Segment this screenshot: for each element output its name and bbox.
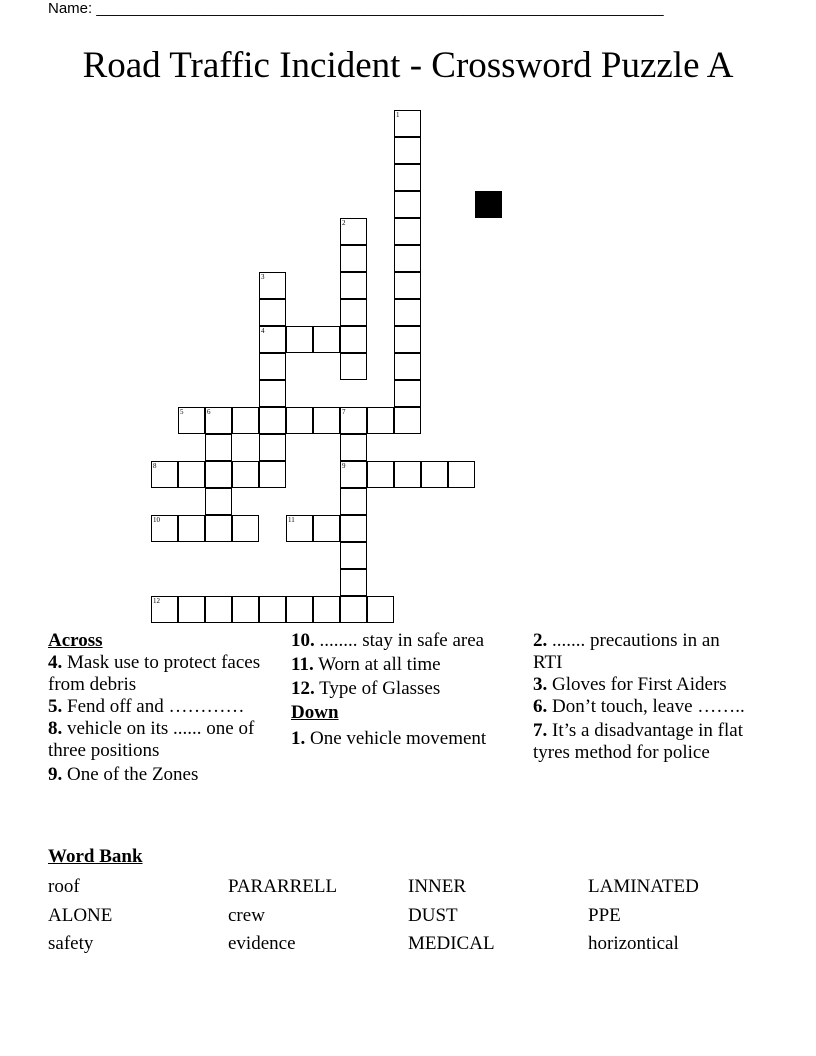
grid-cell[interactable] xyxy=(313,596,340,623)
word-bank-word: LAMINATED xyxy=(588,876,699,897)
clue-number: 5 xyxy=(180,408,184,416)
clue-across-4: 4. Mask use to protect faces from debris xyxy=(48,652,261,695)
grid-cell[interactable] xyxy=(340,542,367,569)
grid-cell[interactable] xyxy=(259,461,286,488)
grid-cell[interactable] xyxy=(394,137,421,164)
grid-cell[interactable] xyxy=(394,110,421,137)
grid-cell[interactable] xyxy=(340,272,367,299)
grid-cell[interactable] xyxy=(394,461,421,488)
word-bank-word: roof xyxy=(48,876,80,897)
grid-cell[interactable] xyxy=(394,353,421,380)
grid-cell[interactable] xyxy=(259,326,286,353)
down-heading: Down xyxy=(291,702,339,723)
grid-cell[interactable] xyxy=(286,326,313,353)
grid-cell[interactable] xyxy=(286,596,313,623)
clue-number: 9 xyxy=(342,462,346,470)
clue-number: 3 xyxy=(261,273,265,281)
across-heading: Across xyxy=(48,630,103,651)
grid-cell[interactable] xyxy=(205,515,232,542)
word-bank-word: MEDICAL xyxy=(408,933,495,954)
grid-cell[interactable] xyxy=(205,407,232,434)
grid-cell[interactable] xyxy=(367,596,394,623)
grid-cell[interactable] xyxy=(232,596,259,623)
grid-cell[interactable] xyxy=(313,407,340,434)
clue-number: 10 xyxy=(153,516,160,524)
grid-cell[interactable] xyxy=(340,488,367,515)
grid-cell[interactable] xyxy=(205,461,232,488)
grid-cell[interactable] xyxy=(205,434,232,461)
clues-column-1 xyxy=(48,630,268,786)
grid-cell[interactable] xyxy=(340,596,367,623)
grid-cell[interactable] xyxy=(340,407,367,434)
grid-cell[interactable] xyxy=(421,461,448,488)
grid-cell[interactable] xyxy=(259,299,286,326)
grid-cell[interactable] xyxy=(178,407,205,434)
grid-cell[interactable] xyxy=(367,407,394,434)
clue-across-10: 10. ........ stay in safe area xyxy=(291,630,485,651)
grid-cell[interactable] xyxy=(340,245,367,272)
grid-cell[interactable] xyxy=(394,218,421,245)
grid-cell[interactable] xyxy=(394,407,421,434)
clue-down-2: 2. ....... precautions in an RTI xyxy=(533,630,720,673)
grid-cell[interactable] xyxy=(313,326,340,353)
grid-cell[interactable] xyxy=(340,434,367,461)
grid-cell[interactable] xyxy=(340,326,367,353)
clue-down-1: 1. One vehicle movement xyxy=(291,728,487,749)
clue-down-7: 7. It’s a disadvantage in flat tyres method for police xyxy=(533,720,743,763)
grid-cell[interactable] xyxy=(286,407,313,434)
clue-number: 7 xyxy=(342,408,346,416)
grid-cell[interactable] xyxy=(340,299,367,326)
name-field-label: Name: ____________________________________________________________________ xyxy=(48,0,664,17)
word-bank-title: Word Bank xyxy=(48,846,143,867)
clue-number: 8 xyxy=(153,462,157,470)
word-bank-word: DUST xyxy=(408,905,458,926)
word-bank-word: safety xyxy=(48,933,94,954)
grid-cell[interactable] xyxy=(394,164,421,191)
grid-cell[interactable] xyxy=(394,299,421,326)
word-bank-word: crew xyxy=(228,905,265,926)
grid-cell[interactable] xyxy=(151,596,178,623)
grid-cell[interactable] xyxy=(259,407,286,434)
grid-cell[interactable] xyxy=(259,353,286,380)
clue-across-9: 9. One of the Zones xyxy=(48,764,199,785)
page-title: Road Traffic Incident - Crossword Puzzle A xyxy=(82,45,734,86)
grid-cell[interactable] xyxy=(340,353,367,380)
grid-cell[interactable] xyxy=(394,191,421,218)
grid-cell[interactable] xyxy=(394,272,421,299)
grid-cell[interactable] xyxy=(178,596,205,623)
grid-cell[interactable] xyxy=(205,488,232,515)
grid-cell[interactable] xyxy=(340,569,367,596)
grid-cell[interactable] xyxy=(340,218,367,245)
grid-cell[interactable] xyxy=(367,461,394,488)
grid-cell[interactable] xyxy=(448,461,475,488)
clue-across-8: 8. vehicle on its ...... one of three positions xyxy=(48,718,255,761)
grid-cell[interactable] xyxy=(259,380,286,407)
grid-cell[interactable] xyxy=(394,245,421,272)
grid-cell[interactable] xyxy=(313,515,340,542)
grid-cell[interactable] xyxy=(178,461,205,488)
clues-column-3 xyxy=(533,630,753,764)
word-bank-word: evidence xyxy=(228,933,296,954)
grid-cell[interactable] xyxy=(178,515,205,542)
clue-number: 4 xyxy=(261,327,265,335)
clue-across-11: 11. Worn at all time xyxy=(291,654,441,675)
grid-cell[interactable] xyxy=(232,515,259,542)
clue-number: 1 xyxy=(396,111,400,119)
grid-cell[interactable] xyxy=(286,515,313,542)
clues-column-2 xyxy=(291,630,501,750)
word-bank-word: PARARRELL xyxy=(228,876,338,897)
clue-down-3: 3. Gloves for First Aiders xyxy=(533,674,727,695)
word-bank-word: PPE xyxy=(588,905,621,926)
grid-cell[interactable] xyxy=(205,596,232,623)
clue-number: 12 xyxy=(153,597,160,605)
grid-cell[interactable] xyxy=(259,272,286,299)
grid-black-cell xyxy=(475,191,502,218)
grid-cell[interactable] xyxy=(232,461,259,488)
clue-down-6: 6. Don’t touch, leave …….. xyxy=(533,696,745,717)
word-bank-word: INNER xyxy=(408,876,467,897)
grid-cell[interactable] xyxy=(232,407,259,434)
clue-number: 11 xyxy=(288,516,295,524)
word-bank-word: ALONE xyxy=(48,905,113,926)
clue-across-5: 5. Fend off and ………… xyxy=(48,696,245,717)
grid-cell[interactable] xyxy=(259,434,286,461)
grid-cell[interactable] xyxy=(151,515,178,542)
grid-cell[interactable] xyxy=(394,380,421,407)
grid-cell[interactable] xyxy=(394,326,421,353)
word-bank-word: horizontical xyxy=(588,933,679,954)
grid-cell[interactable] xyxy=(259,596,286,623)
clue-number: 2 xyxy=(342,219,346,227)
grid-cell[interactable] xyxy=(340,461,367,488)
clue-number: 6 xyxy=(207,408,211,416)
grid-cell[interactable] xyxy=(340,515,367,542)
clue-across-12: 12. Type of Glasses xyxy=(291,678,441,699)
grid-cell[interactable] xyxy=(151,461,178,488)
